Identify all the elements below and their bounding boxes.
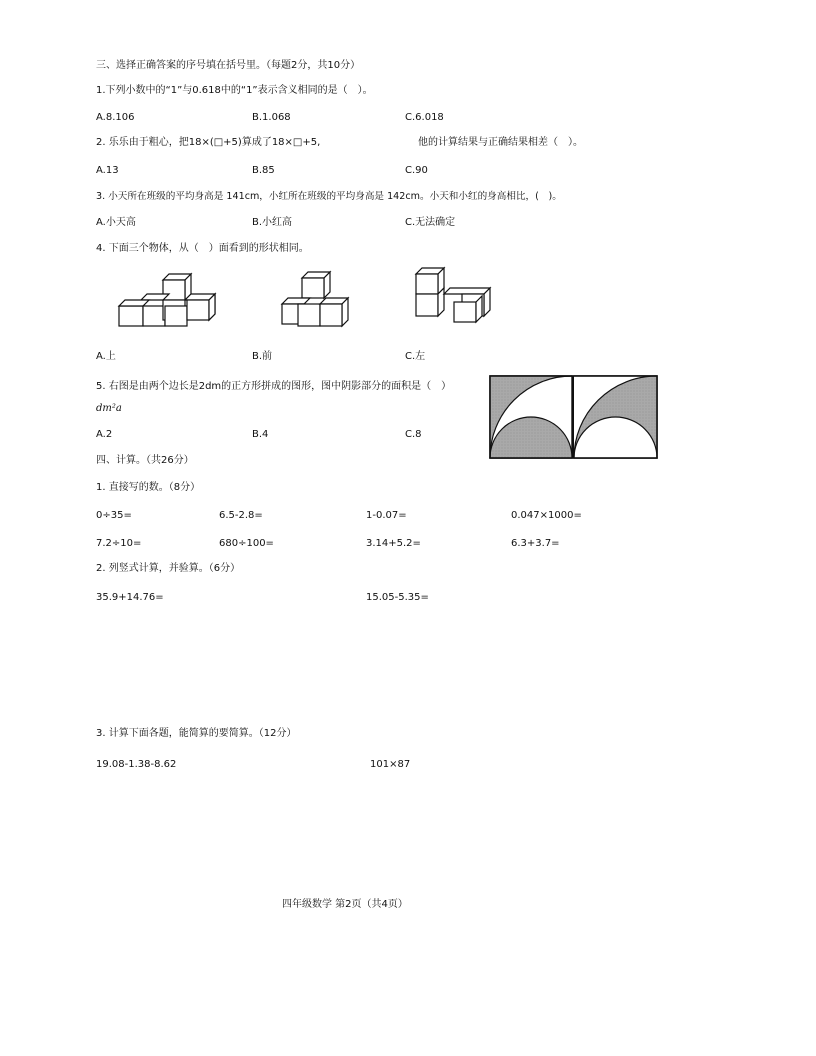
q1-stem: 1.下列小数中的“1”与0.618中的“1”表示含义相同的是（ ）。	[96, 85, 373, 96]
calc-item: 7.2÷10=	[96, 538, 142, 549]
vertical-calc-item: 35.9+14.76=	[96, 592, 164, 603]
page-footer: 四年级数学 第2页（共4页）	[282, 899, 408, 910]
cube-figure-2	[280, 268, 352, 330]
cube-figure-3	[414, 264, 494, 326]
simplify-item: 19.08-1.38-8.62	[96, 759, 177, 770]
simplify-item: 101×87	[370, 759, 411, 770]
q1-option-a: A.8.106	[96, 112, 135, 123]
q2-stem: 2. 乐乐由于粗心，把18×(□+5)算成了18×□+5,	[96, 137, 321, 148]
q4-option-b: B.前	[252, 351, 273, 362]
calc-item: 3.14+5.2=	[366, 538, 421, 549]
q2-option-c: C.90	[405, 165, 428, 176]
part1-title: 1. 直接写的数。（8分）	[96, 482, 201, 493]
vertical-calc-item: 15.05-5.35=	[366, 592, 429, 603]
calc-item: 680÷100=	[219, 538, 274, 549]
calc-item: 6.5-2.8=	[219, 510, 263, 521]
calc-item: 0.047×1000=	[511, 510, 582, 521]
q3-option-a: A.小天高	[96, 217, 136, 228]
q1-option-c: C.6.018	[405, 112, 444, 123]
q5-option-c: C.8	[405, 429, 422, 440]
calc-item: 0÷35=	[96, 510, 132, 521]
q3-stem: 3. 小天所在班级的平均身高是 141cm，小红所在班级的平均身高是 142cm。小天和小红的身高相比，( )。	[96, 191, 562, 202]
part3-title: 3. 计算下面各题，能简算的要简算。（12分）	[96, 728, 297, 739]
q4-option-c: C.左	[405, 351, 426, 362]
section3-heading: 三、选择正确答案的序号填在括号里。（每题2分，共10分）	[96, 60, 361, 71]
q3-option-b: B.小红高	[252, 217, 293, 228]
q5-stem: 5. 右图是由两个边长是2dm的正方形拼成的图形，图中阴影部分的面积是（ ）	[96, 381, 452, 392]
cube-figure-1	[115, 268, 225, 330]
q2-option-b: B.85	[252, 165, 275, 176]
q3-option-c: C.无法确定	[405, 217, 456, 228]
q5-option-a: A.2	[96, 429, 113, 440]
q4-stem: 4. 下面三个物体，从（ ）面看到的形状相同。	[96, 243, 309, 254]
q2-stem-tail: 他的计算结果与正确结果相差（ ）。	[418, 137, 583, 148]
q1-option-b: B.1.068	[252, 112, 291, 123]
calc-item: 1-0.07=	[366, 510, 407, 521]
part2-title: 2. 列竖式计算，并验算。（6分）	[96, 563, 241, 574]
shaded-squares-figure	[489, 375, 659, 459]
q5-option-b: B.4	[252, 429, 269, 440]
section4-heading: 四、计算。（共26分）	[96, 455, 194, 466]
q2-option-a: A.13	[96, 165, 119, 176]
q5-unit: dm²a	[96, 403, 122, 414]
calc-item: 6.3+3.7=	[511, 538, 560, 549]
q4-option-a: A.上	[96, 351, 116, 362]
